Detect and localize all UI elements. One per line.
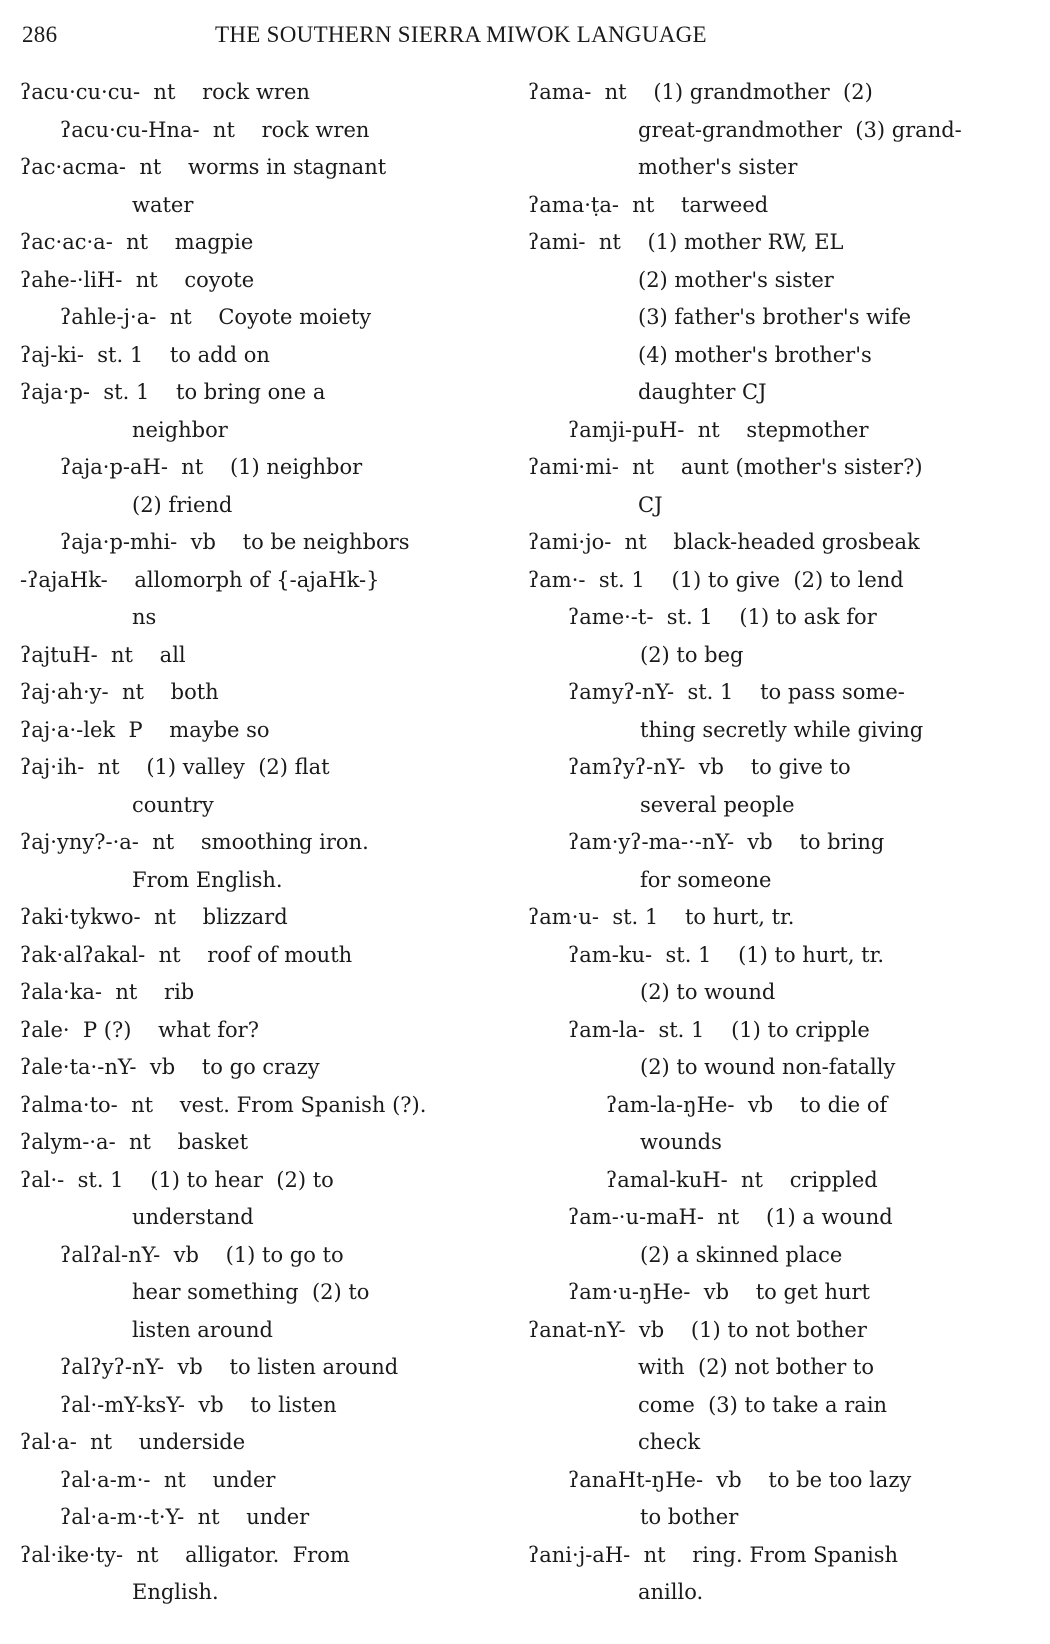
entry-headline: ʔami- nt (1) mother RW, EL	[528, 230, 844, 254]
entry-headline: ʔam·u- st. 1 to hurt, tr.	[528, 905, 795, 929]
dictionary-entry	[20, 449, 520, 524]
entry-headline: ʔale·ta·-nY- vb to go crazy	[20, 1055, 320, 1079]
running-title: THE SOUTHERN SIERRA MIWOK LANGUAGE	[215, 22, 707, 47]
entry-continuation: water	[132, 192, 194, 217]
entry-continuation: (2) a skinned place	[640, 1242, 843, 1267]
entry-continuation: (3) father's brother's wife	[638, 305, 912, 329]
entry-headline: ʔam-·u-maH- nt (1) a wound	[568, 1205, 893, 1229]
entry-headline: ʔaj·ah·y- nt both	[20, 680, 219, 704]
entry-headline: ʔaja·p-mhi- vb to be neighbors	[60, 530, 410, 554]
entry-headline: ʔal·a-m·- nt under	[60, 1467, 276, 1492]
dictionary-entry	[20, 1424, 520, 1462]
entry-continuation: CJ	[638, 492, 663, 517]
entry-headline: ʔale· P (?) what for?	[20, 1017, 259, 1042]
entry-headline: ʔak·alʔakal- nt roof of mouth	[20, 942, 353, 967]
entry-continuation: listen around	[132, 1317, 273, 1342]
entry-headline: ʔalʔal-nY- vb (1) to go to	[60, 1242, 344, 1267]
entry-continuation: (2) mother's sister	[638, 267, 834, 292]
entry-headline: ʔalym-·a- nt basket	[20, 1130, 249, 1154]
entry-headline: ʔama- nt (1) grandmother (2)	[528, 80, 873, 104]
dictionary-entry	[20, 524, 520, 562]
entry-headline: ʔaja·p-aH- nt (1) neighbor	[60, 455, 363, 479]
entry-continuation: country	[132, 792, 214, 817]
entry-continuation: (4) mother's brother's	[638, 342, 872, 367]
entry-headline: ʔami·jo- nt black-headed grosbeak	[528, 530, 920, 554]
dictionary-entry	[20, 262, 520, 300]
entry-headline: ʔaj·a·-lek P maybe so	[20, 717, 270, 742]
entry-headline: ʔal·-mY-ksY- vb to listen	[60, 1392, 337, 1417]
dictionary-entry	[20, 1349, 520, 1387]
dictionary-entry	[20, 337, 520, 375]
dictionary-entry	[20, 112, 520, 150]
dictionary-entry	[528, 412, 1038, 450]
entry-continuation: with (2) not bother to	[638, 1355, 874, 1379]
dictionary-entry	[20, 1087, 520, 1125]
dictionary-entry	[528, 599, 1038, 674]
entry-continuation: (2) to wound	[640, 980, 776, 1004]
entry-headline: ʔami·mi- nt aunt (mother's sister?)	[528, 455, 923, 479]
dictionary-entry	[528, 74, 1038, 187]
entry-continuation: daughter CJ	[638, 380, 767, 404]
entry-headline: ʔahe-·liH- nt coyote	[20, 267, 255, 292]
dictionary-entry	[20, 374, 520, 449]
entry-continuation: to bother	[640, 1505, 739, 1529]
dictionary-entry	[20, 1537, 520, 1612]
entry-continuation: hear something (2) to	[132, 1280, 370, 1304]
entry-headline: ʔame·-t- st. 1 (1) to ask for	[568, 605, 877, 629]
dictionary-entry	[528, 562, 1038, 600]
page-number: 286	[22, 22, 58, 47]
entry-continuation: understand	[132, 1205, 254, 1229]
dictionary-entry	[528, 1199, 1038, 1274]
dictionary-entry	[528, 224, 1038, 412]
entry-headline: ʔanat-nY- vb (1) to not bother	[528, 1317, 867, 1342]
entry-headline: ʔal·- st. 1 (1) to hear (2) to	[20, 1167, 334, 1192]
entry-headline: ʔam·- st. 1 (1) to give (2) to lend	[528, 567, 904, 592]
entry-continuation: anillo.	[638, 1580, 704, 1604]
entry-continuation: neighbor	[132, 417, 228, 442]
entry-continuation: (2) to wound non-fatally	[640, 1055, 896, 1079]
entry-continuation: wounds	[640, 1130, 722, 1154]
entry-continuation: mother's sister	[638, 155, 798, 179]
entry-headline: ʔal·a- nt underside	[20, 1430, 246, 1454]
dictionary-entry	[20, 299, 520, 337]
dictionary-entry	[20, 1162, 520, 1237]
dictionary-entry	[528, 937, 1038, 1012]
entry-continuation: ns	[132, 605, 157, 629]
entry-headline: ʔamyʔ-nY- st. 1 to pass some-	[568, 680, 905, 704]
entry-headline: ʔam-la-ŋHe- vb to die of	[606, 1092, 888, 1117]
dictionary-entry	[20, 1012, 520, 1050]
entry-headline: ʔaja·p- st. 1 to bring one a	[20, 380, 326, 404]
dictionary-entry	[20, 674, 520, 712]
dictionary-entry	[20, 74, 520, 112]
entry-continuation: (2) friend	[132, 492, 233, 517]
entry-headline: ʔacu·cu-Hna- nt rock wren	[60, 117, 370, 142]
entry-headline: ʔam-la- st. 1 (1) to cripple	[568, 1017, 870, 1042]
entry-headline: ʔaki·tykwo- nt blizzard	[20, 905, 288, 929]
dictionary-entry	[20, 824, 520, 899]
entry-continuation: From English.	[132, 867, 283, 892]
dictionary-entry	[528, 1087, 1038, 1162]
entry-continuation: thing secretly while giving	[640, 717, 924, 742]
dictionary-entry	[20, 1499, 520, 1537]
entry-headline: ʔalʔyʔ-nY- vb to listen around	[60, 1355, 399, 1379]
dictionary-entry	[528, 1462, 1038, 1537]
dictionary-entry	[528, 1537, 1038, 1612]
entry-headline: ʔani·j-aH- nt ring. From Spanish	[528, 1542, 899, 1567]
dictionary-entry	[20, 637, 520, 675]
dictionary-entry	[528, 824, 1038, 899]
dictionary-entry	[528, 674, 1038, 749]
dictionary-entry	[20, 937, 520, 975]
entry-headline: ʔama·ṭa- nt tarweed	[528, 192, 769, 217]
entry-headline: -ʔajaHk- allomorph of {-ajaHk-}	[20, 567, 380, 592]
dictionary-entry	[20, 1124, 520, 1162]
dictionary-entry	[20, 224, 520, 262]
dictionary-entry	[20, 974, 520, 1012]
entry-headline: ʔal·ike·ty- nt alligator. From	[20, 1542, 350, 1567]
dictionary-entry	[528, 1274, 1038, 1312]
page-header	[22, 22, 1020, 52]
dictionary-entry	[528, 449, 1038, 524]
entry-headline: ʔalma·to- nt vest. From Spanish (?).	[20, 1092, 427, 1117]
dictionary-entry	[20, 1462, 520, 1500]
entry-headline: ʔal·a-m·-t·Y- nt under	[60, 1505, 310, 1529]
entry-headline: ʔam-ku- st. 1 (1) to hurt, tr.	[568, 942, 885, 967]
dictionary-entry	[20, 899, 520, 937]
entry-continuation: several people	[640, 792, 795, 817]
entry-headline: ʔaj-ki- st. 1 to add on	[20, 342, 270, 367]
dictionary-entry	[20, 562, 520, 637]
dictionary-entry	[20, 1049, 520, 1087]
entry-continuation: for someone	[640, 867, 772, 892]
entry-continuation: check	[638, 1430, 701, 1454]
entry-continuation: English.	[132, 1580, 219, 1604]
entry-headline: ʔaj·ih- nt (1) valley (2) flat	[20, 755, 330, 779]
entry-headline: ʔac·ac·a- nt magpie	[20, 230, 254, 254]
dictionary-entry	[528, 524, 1038, 562]
entry-continuation: (2) to beg	[640, 642, 744, 667]
entry-continuation: come (3) to take a rain	[638, 1392, 888, 1417]
entry-headline: ʔam·yʔ-ma-·-nY- vb to bring	[568, 830, 885, 854]
entry-headline: ʔaj·yny?-·a- nt smoothing iron.	[20, 830, 369, 854]
entry-headline: ʔamji-puH- nt stepmother	[568, 417, 869, 442]
entry-headline: ʔacu·cu·cu- nt rock wren	[20, 80, 310, 104]
entry-headline: ʔajtuH- nt all	[20, 642, 186, 667]
dictionary-entry	[528, 187, 1038, 225]
entry-headline: ʔamʔyʔ-nY- vb to give to	[568, 755, 851, 779]
dictionary-entry	[20, 149, 520, 224]
dictionary-entry	[528, 1012, 1038, 1087]
entry-headline: ʔanaHt-ŋHe- vb to be too lazy	[568, 1467, 912, 1492]
entry-headline: ʔamal-kuH- nt crippled	[606, 1167, 878, 1192]
entry-headline: ʔahle-j·a- nt Coyote moiety	[60, 305, 372, 329]
left-column	[20, 74, 520, 1612]
entry-headline: ʔac·acma- nt worms in stagnant	[20, 155, 387, 179]
dictionary-entry	[528, 1312, 1038, 1462]
dictionary-entry	[20, 1237, 520, 1350]
dictionary-entry	[20, 1387, 520, 1425]
dictionary-entry	[528, 1162, 1038, 1200]
entry-continuation: great-grandmother (3) grand-	[638, 117, 962, 142]
dictionary-entry	[528, 749, 1038, 824]
right-column	[528, 74, 1038, 1612]
dictionary-entry	[20, 749, 520, 824]
dictionary-entry	[528, 899, 1038, 937]
entry-headline: ʔam·u-ŋHe- vb to get hurt	[568, 1280, 870, 1304]
dictionary-entry	[20, 712, 520, 750]
entry-headline: ʔala·ka- nt rib	[20, 980, 195, 1004]
